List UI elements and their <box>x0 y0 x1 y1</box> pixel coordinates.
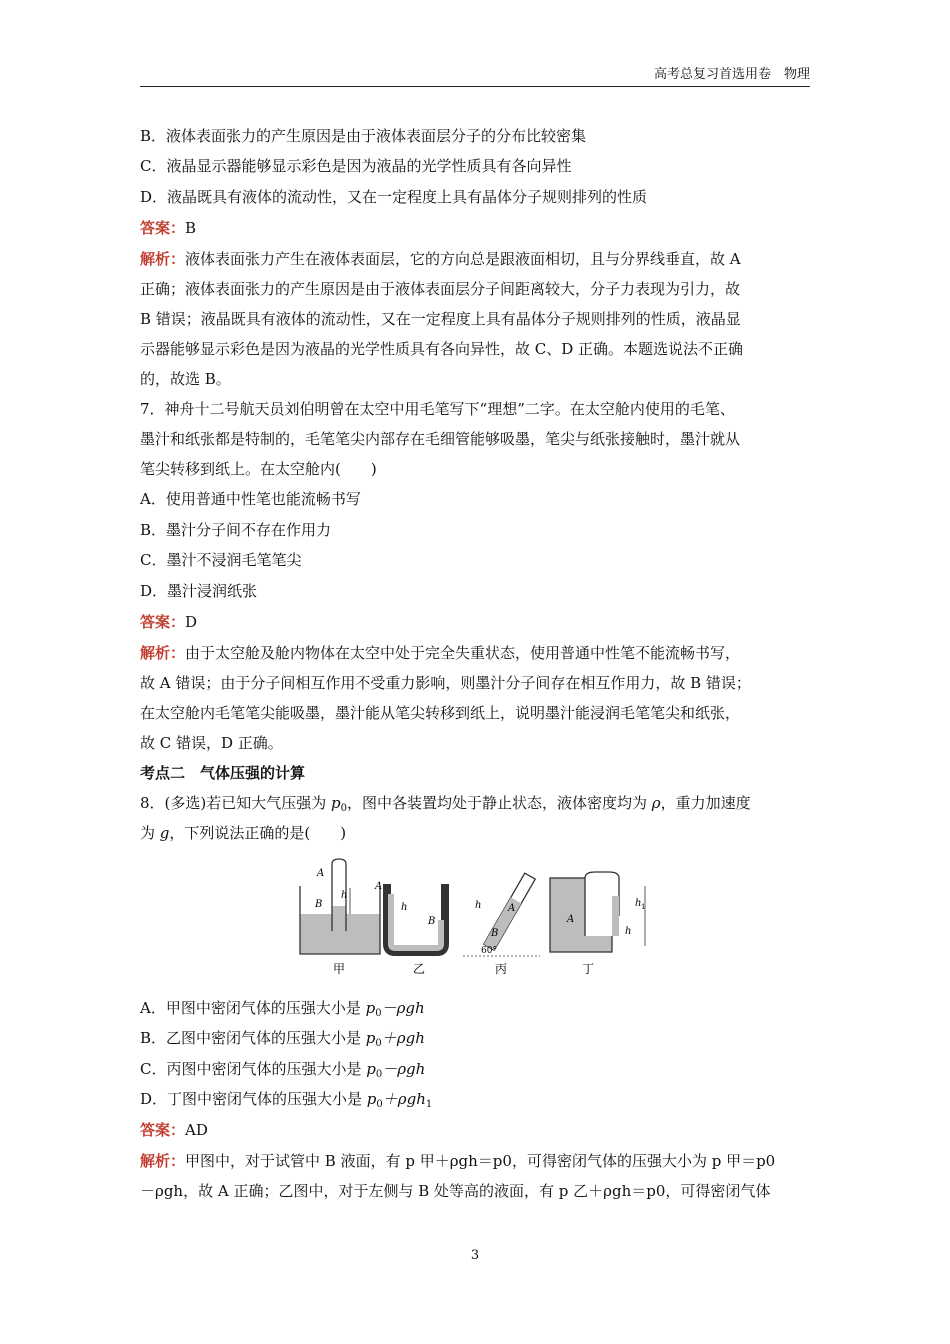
label-a: A <box>508 903 516 914</box>
q8-option-b: B．乙图中密闭气体的压强大小是 $p_0+\rho gh$ <box>140 1029 425 1049</box>
label-h: h <box>341 890 348 901</box>
q7-option-b: B．墨汁分子间不存在作用力 <box>140 521 332 539</box>
q7-option-c: C．墨汁不浸润毛笔笔尖 <box>140 551 302 569</box>
u-tube-outer <box>387 884 445 952</box>
q7-stem-line: 墨汁和纸张都是特制的，毛笔笔尖内部存在毛细管能够吸墨，笔尖与纸张接触时，墨汁就从 <box>140 430 741 448</box>
q7-analysis-line: 故 A 错误；由于分子间相互作用不受重力影响，则墨汁分子间存在相互作用力，故 B 错误； <box>140 674 751 692</box>
q8-stem-line: 为 g，下列说法正确的是( ) <box>140 824 347 842</box>
q7-stem-line: 7．神舟十二号航天员刘伯明曾在太空中用毛笔写下“理想”二字。在太空舱内使用的毛笔、 <box>140 400 735 418</box>
q7-analysis-line: 在太空舱内毛笔笔尖能吸墨，墨汁能从笔尖转移到纸上，说明墨汁能浸润毛笔笔尖和纸张， <box>140 704 741 722</box>
analysis-label: 解析： <box>140 250 186 268</box>
q8-answer <box>140 1120 208 1140</box>
caption-ding: 丁 <box>582 962 595 976</box>
analysis-label: 解析： <box>140 644 186 662</box>
q7-analysis-line: 解析：由于太空舱及舱内物体在太空中处于完全失重状态，使用普通中性笔不能流畅书写， <box>140 644 741 662</box>
q6-option-d: D．液晶既具有液体的流动性，又在一定程度上具有晶体分子规则排列的性质 <box>140 188 648 206</box>
answer-label: 答案： <box>140 219 186 237</box>
q8-stem-line: 8．(多选)若已知大气压强为 $p_0$，图中各装置均处于静止状态，液体密度均为 ρ，重力加速度 <box>140 794 751 814</box>
caption-jia: 甲 <box>333 962 346 976</box>
q6-analysis-line: 正确；液体表面张力的产生原因是由于液体表面层分子间距离较大，分子力表现为引力，故 <box>140 280 741 298</box>
caption-bing: 丙 <box>495 962 508 976</box>
figure-bing <box>463 873 540 976</box>
figure-ding <box>550 872 645 976</box>
answer-label: 答案： <box>140 613 186 631</box>
q8-option-d: D．丁图中密闭气体的压强大小是 $p_0+\rho gh_1$ <box>140 1090 433 1110</box>
header-text: 高考总复习首选用卷 物理 <box>653 67 810 82</box>
q6-analysis-line: 示器能够显示彩色是因为液晶的光学性质具有各向异性，故 C、D 正确。本题选说法不正确 <box>140 340 744 358</box>
answer-value: B <box>185 219 197 237</box>
q6-analysis-line: 的，故选 B。 <box>140 370 231 388</box>
q6-analysis-line: B 错误；液晶既具有液体的流动性，又在一定程度上具有晶体分子规则排列的性质，液晶显 <box>140 310 741 328</box>
q7-stem-line: 笔尖转移到纸上。在太空舱内( ) <box>140 460 377 478</box>
figure-jia <box>300 859 383 976</box>
tube-liquid <box>612 896 619 936</box>
figure-yi <box>374 881 445 976</box>
label-h1: h <box>635 898 642 909</box>
label-h: h <box>625 926 632 937</box>
pressure-apparatus-figure <box>295 856 655 978</box>
answer-value: D <box>185 613 198 631</box>
label-a: A <box>375 881 383 892</box>
label-b: B <box>315 899 323 910</box>
label-h: h <box>401 902 408 913</box>
answer-label: 答案： <box>140 1121 186 1139</box>
tube-liquid <box>332 906 346 931</box>
label-b: B <box>491 928 499 939</box>
q6-analysis-line: 解析：液体表面张力产生在液体表面层，它的方向总是跟液面相切，且与分界线垂直，故 A <box>140 250 741 268</box>
q8-option-a: A．甲图中密闭气体的压强大小是 $p_0-\rho gh$ <box>140 999 425 1019</box>
q6-answer <box>140 218 196 238</box>
label-b: B <box>428 916 436 927</box>
tilted-liquid <box>484 897 521 950</box>
angle-label: 60° <box>481 946 497 956</box>
q7-answer <box>140 612 197 632</box>
label-h: h <box>475 900 482 911</box>
answer-value: AD <box>185 1121 208 1139</box>
q7-option-d: D．墨汁浸润纸张 <box>140 582 258 600</box>
page-header <box>140 66 810 87</box>
q6-option-c: C．液晶显示器能够显示彩色是因为液晶的光学性质具有各向异性 <box>140 157 572 175</box>
q7-analysis-line: 故 C 错误，D 正确。 <box>140 734 283 752</box>
analysis-label: 解析： <box>140 1152 186 1170</box>
label-h1-sub: 1 <box>641 903 646 911</box>
q8-option-c: C．丙图中密闭气体的压强大小是 $p_0-\rho gh$ <box>140 1060 426 1080</box>
q7-option-a: A．使用普通中性笔也能流畅书写 <box>140 490 361 508</box>
label-a: A <box>317 868 325 879</box>
caption-yi: 乙 <box>413 962 426 976</box>
q8-analysis-line: 解析：甲图中，对于试管中 B 液面，有 p 甲＋ρgh＝p0，可得密闭气体的压强大小为 p 甲＝p0 <box>140 1152 776 1170</box>
q6-option-b: B．液体表面张力的产生原因是由于液体表面层分子的分布比较密集 <box>140 127 587 145</box>
page-number: 3 <box>470 1248 480 1263</box>
q8-analysis-line: －ρgh，故 A 正确；乙图中，对于左侧与 B 处等高的液面，有 p 乙＋ρgh＝p0，可得密闭气体 <box>140 1182 771 1200</box>
label-a: A <box>567 914 575 925</box>
section-title: 考点二 气体压强的计算 <box>140 764 306 782</box>
